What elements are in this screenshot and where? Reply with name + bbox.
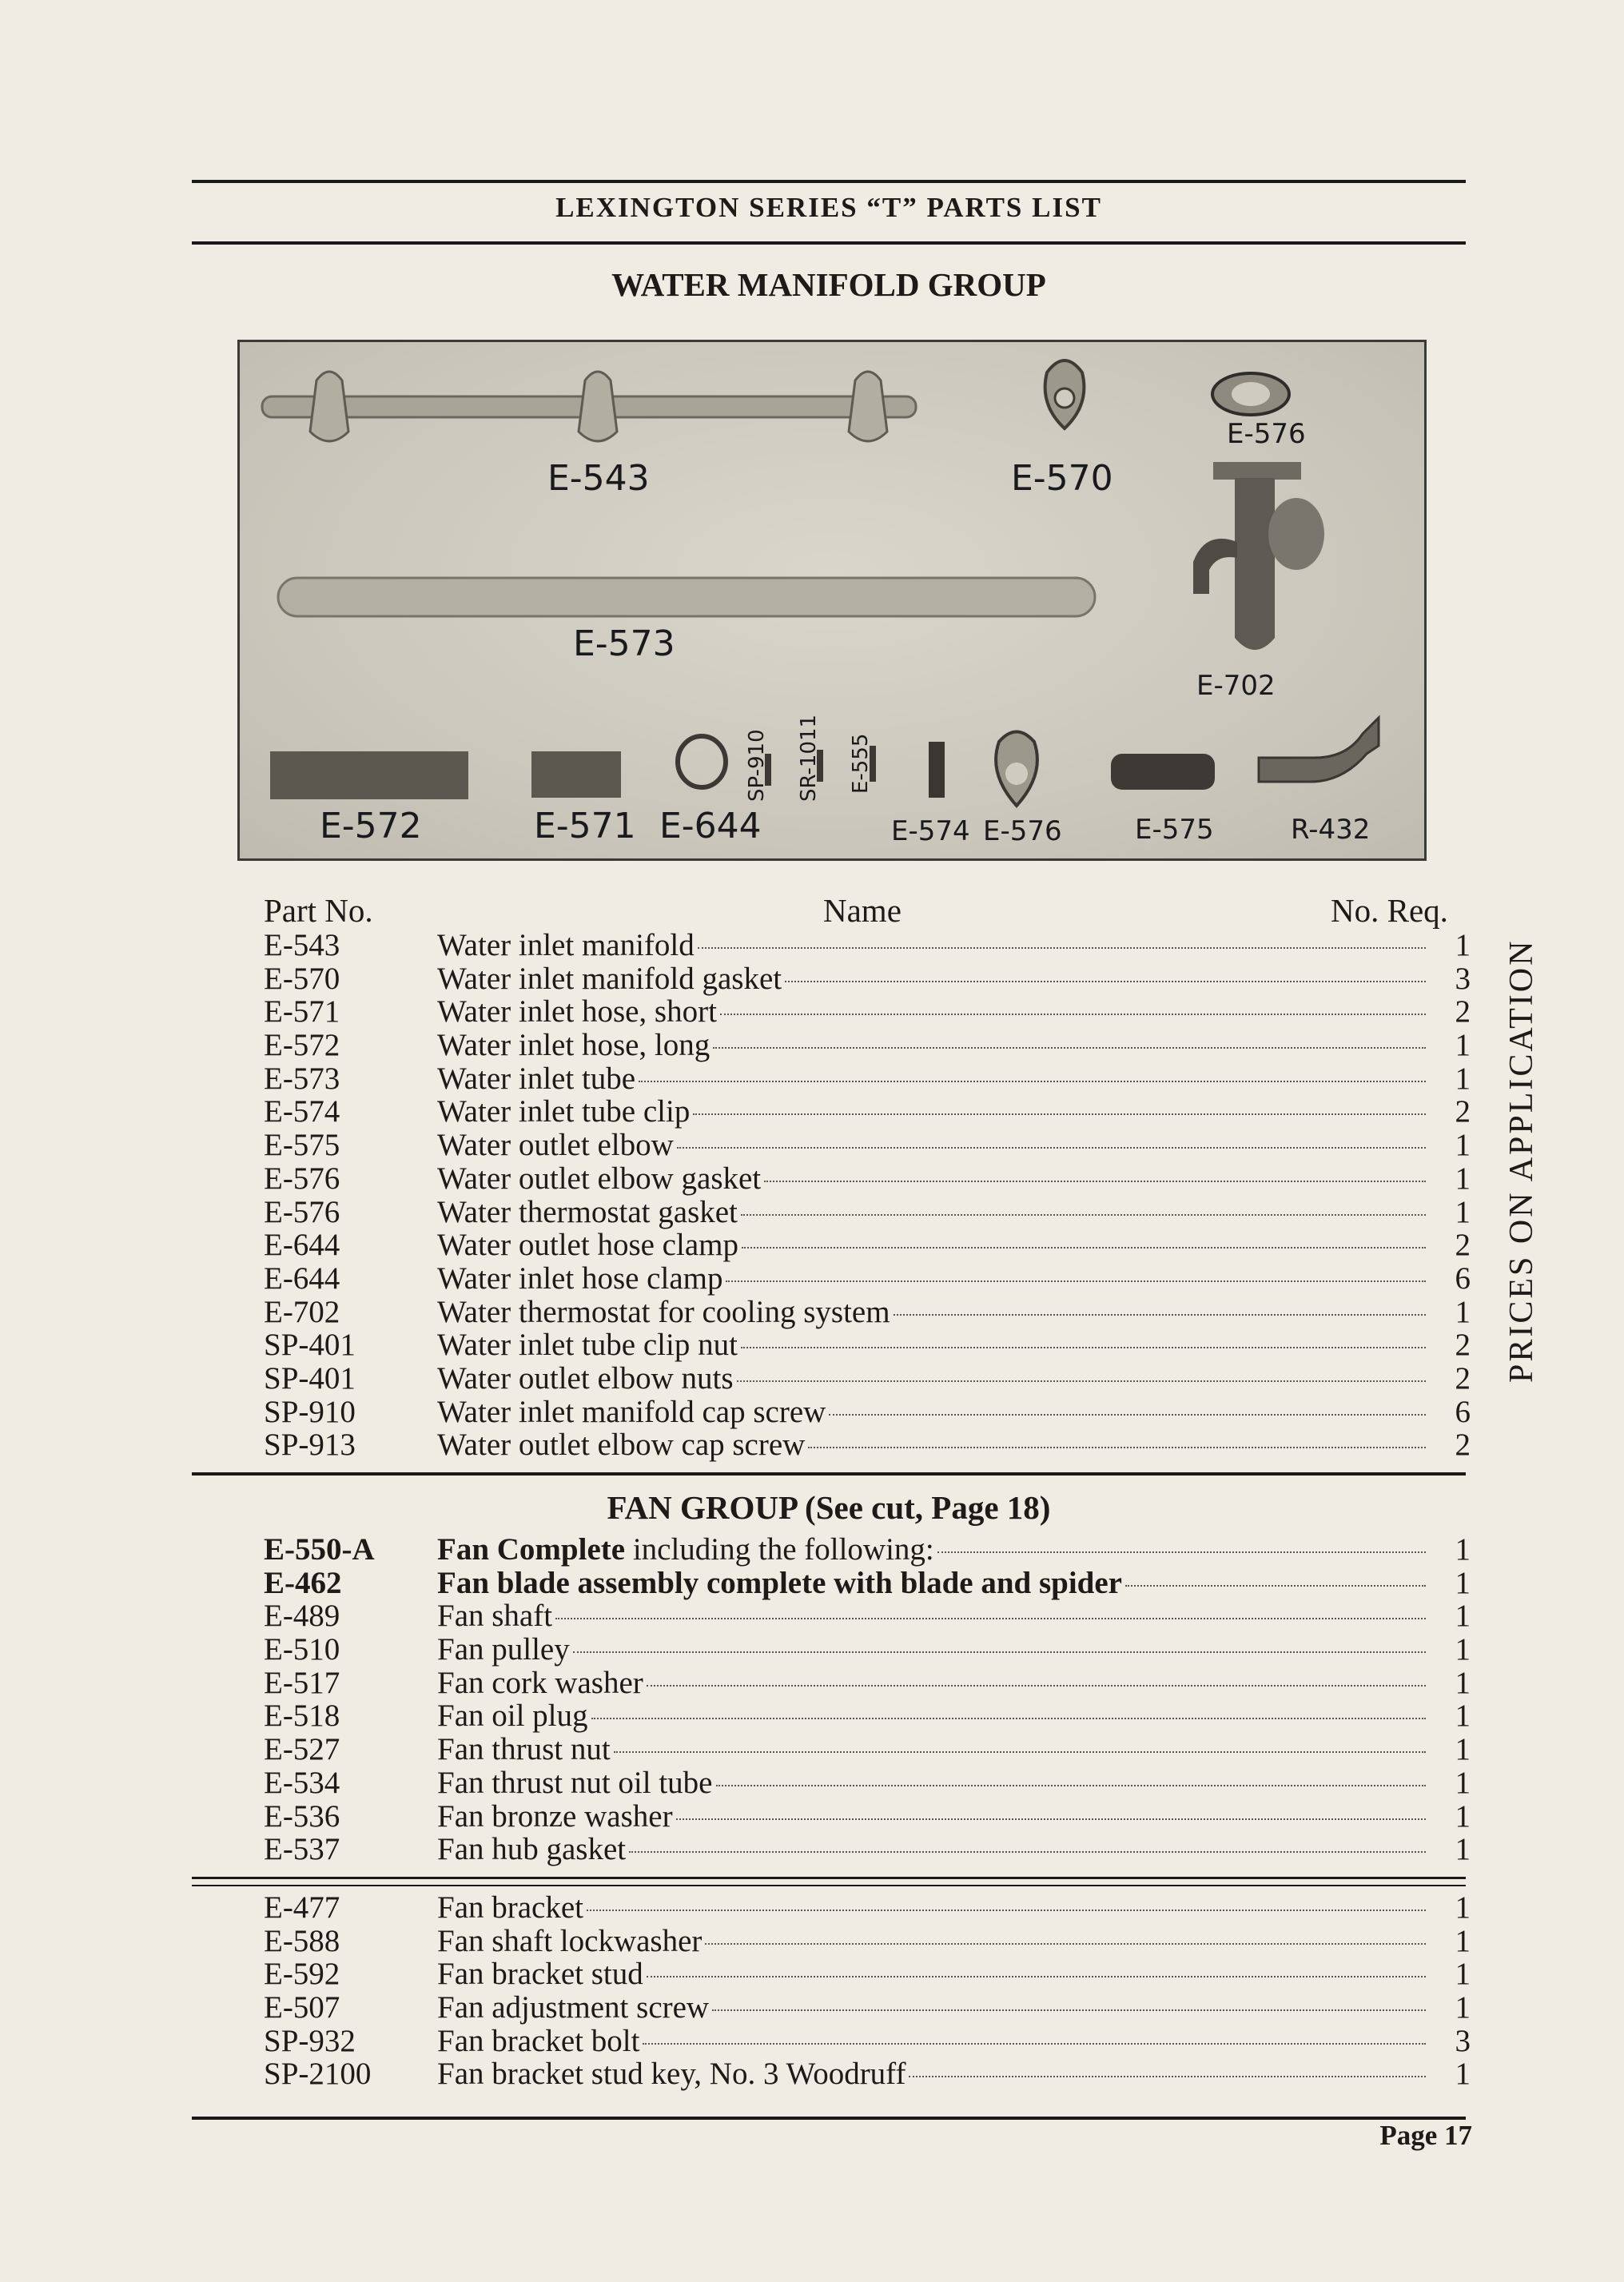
dot-leader — [693, 1113, 1426, 1115]
quantity-required: 1 — [1455, 1732, 1471, 1767]
dot-leader — [937, 1551, 1426, 1553]
water-parts-table — [264, 929, 1471, 1462]
part-number: E-534 — [264, 1765, 340, 1800]
dot-leader — [647, 1976, 1426, 1977]
dot-leader — [764, 1181, 1426, 1182]
dot-leader — [573, 1651, 1426, 1653]
dot-leader — [720, 1014, 1426, 1015]
header-rule — [192, 241, 1466, 245]
part-name — [437, 1396, 1431, 1429]
part-number: E-536 — [264, 1798, 340, 1834]
part-name-text: Fan thrust nut oil tube — [437, 1765, 713, 1800]
quantity-required: 1 — [1455, 1699, 1471, 1734]
part-name — [437, 2025, 1431, 2058]
part-number: E-570 — [264, 961, 340, 996]
quantity-required: 1 — [1455, 1061, 1471, 1096]
part-name-text: Fan cork washer — [437, 1665, 643, 1700]
photo-label-e555: E-555 — [849, 733, 873, 794]
part-name-text: Fan bronze washer — [437, 1798, 673, 1834]
part-name-text: Water thermostat for cooling system — [437, 1294, 890, 1329]
prices-on-application-note: PRICES ON APPLICATION — [1503, 938, 1540, 1383]
photo-label-e576-bottom: E-576 — [983, 815, 1062, 847]
table-row — [264, 2057, 1471, 2091]
quantity-required: 2 — [1455, 1228, 1471, 1263]
part-name — [437, 995, 1431, 1029]
table-row — [264, 1699, 1471, 1733]
part-name — [437, 1296, 1431, 1329]
part-name — [437, 1162, 1431, 1196]
dot-leader — [639, 1081, 1426, 1082]
table-row — [264, 1229, 1471, 1262]
part-name-text: Fan bracket stud key, No. 3 Woodruff — [437, 2057, 906, 2092]
table-row — [264, 1428, 1471, 1462]
table-row — [264, 1667, 1471, 1700]
part-name — [437, 1362, 1431, 1396]
part-name-bold: Fan Complete — [437, 1532, 626, 1567]
part-number: E-644 — [264, 1228, 340, 1263]
part-name — [437, 1229, 1431, 1262]
part-number: SP-932 — [264, 2023, 356, 2058]
quantity-required: 1 — [1455, 1599, 1471, 1634]
dot-leader — [555, 1618, 1426, 1619]
water-group-end-rule — [192, 1472, 1466, 1476]
table-row — [264, 1766, 1471, 1800]
part-name — [437, 1925, 1431, 1958]
quantity-required: 3 — [1455, 2023, 1471, 2058]
part-name — [437, 1062, 1431, 1096]
table-row — [264, 1599, 1471, 1633]
quantity-required: 1 — [1455, 928, 1471, 962]
part-name — [437, 1428, 1431, 1462]
col-head-qty: No. Req. — [1331, 892, 1448, 929]
quantity-required: 1 — [1455, 1765, 1471, 1800]
table-row — [264, 995, 1471, 1029]
parts-photo — [237, 340, 1427, 861]
running-title: LEXINGTON SERIES “T” PARTS LIST — [555, 192, 1102, 223]
part-name — [437, 1833, 1431, 1866]
part-number: E-573 — [264, 1061, 340, 1096]
table-row — [264, 1957, 1471, 1991]
photo-label-e574: E-574 — [891, 815, 970, 847]
part-name — [437, 962, 1431, 996]
dot-leader — [909, 2076, 1426, 2077]
water-group-title: WATER MANIFOLD GROUP — [611, 266, 1046, 303]
part-name — [437, 1095, 1431, 1129]
part-name-text: Water thermostat gasket — [437, 1194, 738, 1229]
top-rule — [192, 180, 1466, 183]
quantity-required: 1 — [1455, 1028, 1471, 1063]
part-name — [437, 1599, 1431, 1633]
part-number: E-702 — [264, 1294, 340, 1329]
part-name-text: Water inlet manifold — [437, 928, 695, 962]
photo-label-e572: E-572 — [320, 806, 422, 846]
dot-leader — [712, 2009, 1426, 2011]
part-name — [437, 1800, 1431, 1834]
quantity-required: 2 — [1455, 1328, 1471, 1363]
part-name — [437, 1533, 1431, 1567]
fan-bracket-table — [264, 1891, 1471, 2091]
photo-label-e570: E-570 — [1011, 458, 1113, 499]
quantity-required: 1 — [1455, 1194, 1471, 1229]
table-row — [264, 1633, 1471, 1667]
table-row — [264, 1833, 1471, 1866]
dot-leader — [629, 1851, 1426, 1853]
table-row — [264, 929, 1471, 962]
quantity-required: 1 — [1455, 2057, 1471, 2092]
quantity-required: 1 — [1455, 1890, 1471, 1925]
table-row — [264, 962, 1471, 996]
dot-leader — [894, 1314, 1426, 1316]
quantity-required: 1 — [1455, 1957, 1471, 1992]
part-number: E-517 — [264, 1665, 340, 1700]
quantity-required: 2 — [1455, 994, 1471, 1029]
table-row — [264, 1095, 1471, 1129]
part-number: E-543 — [264, 928, 340, 962]
part-name — [437, 1633, 1431, 1667]
part-name-text: Fan thrust nut — [437, 1732, 611, 1767]
part-number: E-510 — [264, 1632, 340, 1667]
dot-leader — [716, 1785, 1427, 1786]
part-number: SP-401 — [264, 1328, 356, 1363]
part-number: E-518 — [264, 1699, 340, 1734]
quantity-required: 1 — [1455, 1798, 1471, 1834]
dot-leader — [591, 1718, 1426, 1719]
part-name — [437, 1029, 1431, 1062]
table-row — [264, 1328, 1471, 1362]
table-row — [264, 1733, 1471, 1766]
part-name — [437, 1129, 1431, 1162]
table-row — [264, 1533, 1471, 1567]
part-name — [437, 1328, 1431, 1362]
quantity-required: 1 — [1455, 1128, 1471, 1163]
part-name — [437, 1667, 1431, 1700]
part-number: E-489 — [264, 1599, 340, 1634]
table-row — [264, 1262, 1471, 1296]
dot-leader — [713, 1047, 1426, 1049]
part-name-text: Water outlet elbow cap screw — [437, 1428, 806, 1463]
dot-leader — [741, 1214, 1426, 1216]
dot-leader — [698, 947, 1426, 949]
quantity-required: 1 — [1455, 1990, 1471, 2025]
part-name — [437, 1891, 1431, 1925]
quantity-required: 1 — [1455, 1294, 1471, 1329]
photo-label-e571: E-571 — [534, 806, 636, 846]
part-number: SP-2100 — [264, 2057, 372, 2092]
col-head-part-no: Part No. — [264, 892, 373, 929]
photo-label-sr1011: SR-1011 — [797, 714, 821, 802]
table-row — [264, 1567, 1471, 1600]
dot-leader — [785, 981, 1426, 982]
quantity-required: 1 — [1455, 1532, 1471, 1567]
table-row — [264, 1362, 1471, 1396]
table-row — [264, 1891, 1471, 1925]
dot-leader — [643, 2043, 1426, 2045]
quantity-required: 2 — [1455, 1094, 1471, 1129]
part-number: E-644 — [264, 1260, 340, 1296]
quantity-required: 1 — [1455, 1161, 1471, 1196]
quantity-required: 1 — [1455, 1832, 1471, 1867]
part-name-text: Water inlet hose clamp — [437, 1260, 723, 1296]
part-name-text: Water inlet tube clip — [437, 1094, 691, 1129]
part-name — [437, 1567, 1431, 1600]
part-name-text: Fan hub gasket — [437, 1832, 627, 1867]
part-number: E-576 — [264, 1161, 340, 1196]
photo-label-r432: R-432 — [1291, 814, 1371, 846]
fan-double-rule-top — [192, 1877, 1466, 1879]
dot-leader — [676, 1818, 1426, 1820]
dot-leader — [614, 1751, 1426, 1753]
col-head-name: Name — [823, 892, 902, 929]
fan-parts-table — [264, 1533, 1471, 1866]
dot-leader — [647, 1685, 1426, 1687]
part-name — [437, 929, 1431, 962]
part-name — [437, 1699, 1431, 1733]
quantity-required: 1 — [1455, 1632, 1471, 1667]
part-number: E-576 — [264, 1194, 340, 1229]
quantity-required: 1 — [1455, 1665, 1471, 1700]
quantity-required: 6 — [1455, 1260, 1471, 1296]
part-number: SP-401 — [264, 1360, 356, 1396]
dot-leader — [737, 1380, 1426, 1382]
part-name-text: Water outlet elbow — [437, 1128, 674, 1163]
photo-label-e543: E-543 — [547, 458, 650, 499]
part-name-text: Fan oil plug — [437, 1699, 588, 1734]
quantity-required: 6 — [1455, 1394, 1471, 1429]
part-name — [437, 1196, 1431, 1229]
part-name — [437, 1991, 1431, 2025]
part-name-text: Fan bracket — [437, 1890, 584, 1925]
dot-leader — [677, 1147, 1426, 1149]
part-name-text: Water inlet hose, short — [437, 994, 717, 1029]
dot-leader — [587, 1910, 1426, 1911]
table-row — [264, 1062, 1471, 1096]
fan-group-title: FAN GROUP (See cut, Page 18) — [607, 1489, 1051, 1526]
quantity-required: 2 — [1455, 1428, 1471, 1463]
part-name-text: Water inlet manifold gasket — [437, 961, 782, 996]
part-name-text: Water inlet tube clip nut — [437, 1328, 738, 1363]
table-row — [264, 1162, 1471, 1196]
table-row — [264, 1196, 1471, 1229]
dot-leader — [726, 1280, 1426, 1282]
quantity-required: 1 — [1455, 1565, 1471, 1600]
table-row — [264, 1800, 1471, 1834]
part-name-text: Water outlet hose clamp — [437, 1228, 738, 1263]
part-name-text: Fan bracket stud — [437, 1957, 643, 1992]
dot-leader — [1125, 1585, 1426, 1587]
photo-label-sp910: SP-910 — [745, 729, 769, 802]
part-number: E-592 — [264, 1957, 340, 1992]
part-number: E-588 — [264, 1923, 340, 1958]
part-number: E-537 — [264, 1832, 340, 1867]
dot-leader — [705, 1943, 1426, 1945]
part-name-text: Fan shaft lockwasher — [437, 1923, 703, 1958]
part-name — [437, 1262, 1431, 1296]
part-number: E-462 — [264, 1565, 342, 1600]
bottom-rule — [192, 2117, 1466, 2120]
part-name — [437, 1957, 1431, 1991]
table-row — [264, 1029, 1471, 1062]
part-number: E-527 — [264, 1732, 340, 1767]
photo-label-e644: E-644 — [659, 806, 762, 846]
part-number: E-572 — [264, 1028, 340, 1063]
page-number: Page 17 — [1379, 2120, 1472, 2151]
table-row — [264, 1925, 1471, 1958]
part-number: SP-910 — [264, 1394, 356, 1429]
part-name-bold: Fan blade assembly complete with blade and spider — [437, 1565, 1122, 1600]
part-number: E-550-A — [264, 1532, 375, 1567]
part-name-text: Water outlet elbow gasket — [437, 1161, 762, 1196]
dot-leader — [829, 1414, 1426, 1416]
table-row — [264, 2025, 1471, 2058]
part-name-text: Fan pulley — [437, 1632, 570, 1667]
table-row — [264, 1991, 1471, 2025]
part-name — [437, 2057, 1431, 2091]
part-name-text: Fan adjustment screw — [437, 1990, 710, 2025]
part-number: E-574 — [264, 1094, 340, 1129]
photo-label-e576-top: E-576 — [1227, 418, 1306, 450]
fan-double-rule-bottom — [192, 1885, 1466, 1886]
photo-label-e573: E-573 — [573, 623, 675, 664]
dot-leader — [741, 1347, 1426, 1348]
table-row — [264, 1396, 1471, 1429]
part-name-text: Fan shaft — [437, 1599, 553, 1634]
part-name-text: Water inlet tube — [437, 1061, 636, 1096]
quantity-required: 1 — [1455, 1923, 1471, 1958]
part-number: E-477 — [264, 1890, 340, 1925]
part-number: E-507 — [264, 1990, 340, 2025]
part-number: SP-913 — [264, 1428, 356, 1463]
part-number: E-571 — [264, 994, 340, 1029]
photo-label-e575: E-575 — [1135, 814, 1214, 846]
quantity-required: 2 — [1455, 1360, 1471, 1396]
part-name — [437, 1733, 1431, 1766]
part-name-text: Water inlet hose, long — [437, 1028, 710, 1063]
table-row — [264, 1129, 1471, 1162]
part-name — [437, 1766, 1431, 1800]
dot-leader — [742, 1247, 1426, 1249]
part-name-text: Water outlet elbow nuts — [437, 1360, 734, 1396]
dot-leader — [808, 1447, 1426, 1448]
part-name-rest: including the following: — [625, 1532, 934, 1567]
quantity-required: 3 — [1455, 961, 1471, 996]
table-row — [264, 1296, 1471, 1329]
part-name-text: Water inlet manifold cap screw — [437, 1394, 826, 1429]
photo-label-e702: E-702 — [1196, 670, 1276, 702]
part-name-text: Fan bracket bolt — [437, 2023, 640, 2058]
part-number: E-575 — [264, 1128, 340, 1163]
